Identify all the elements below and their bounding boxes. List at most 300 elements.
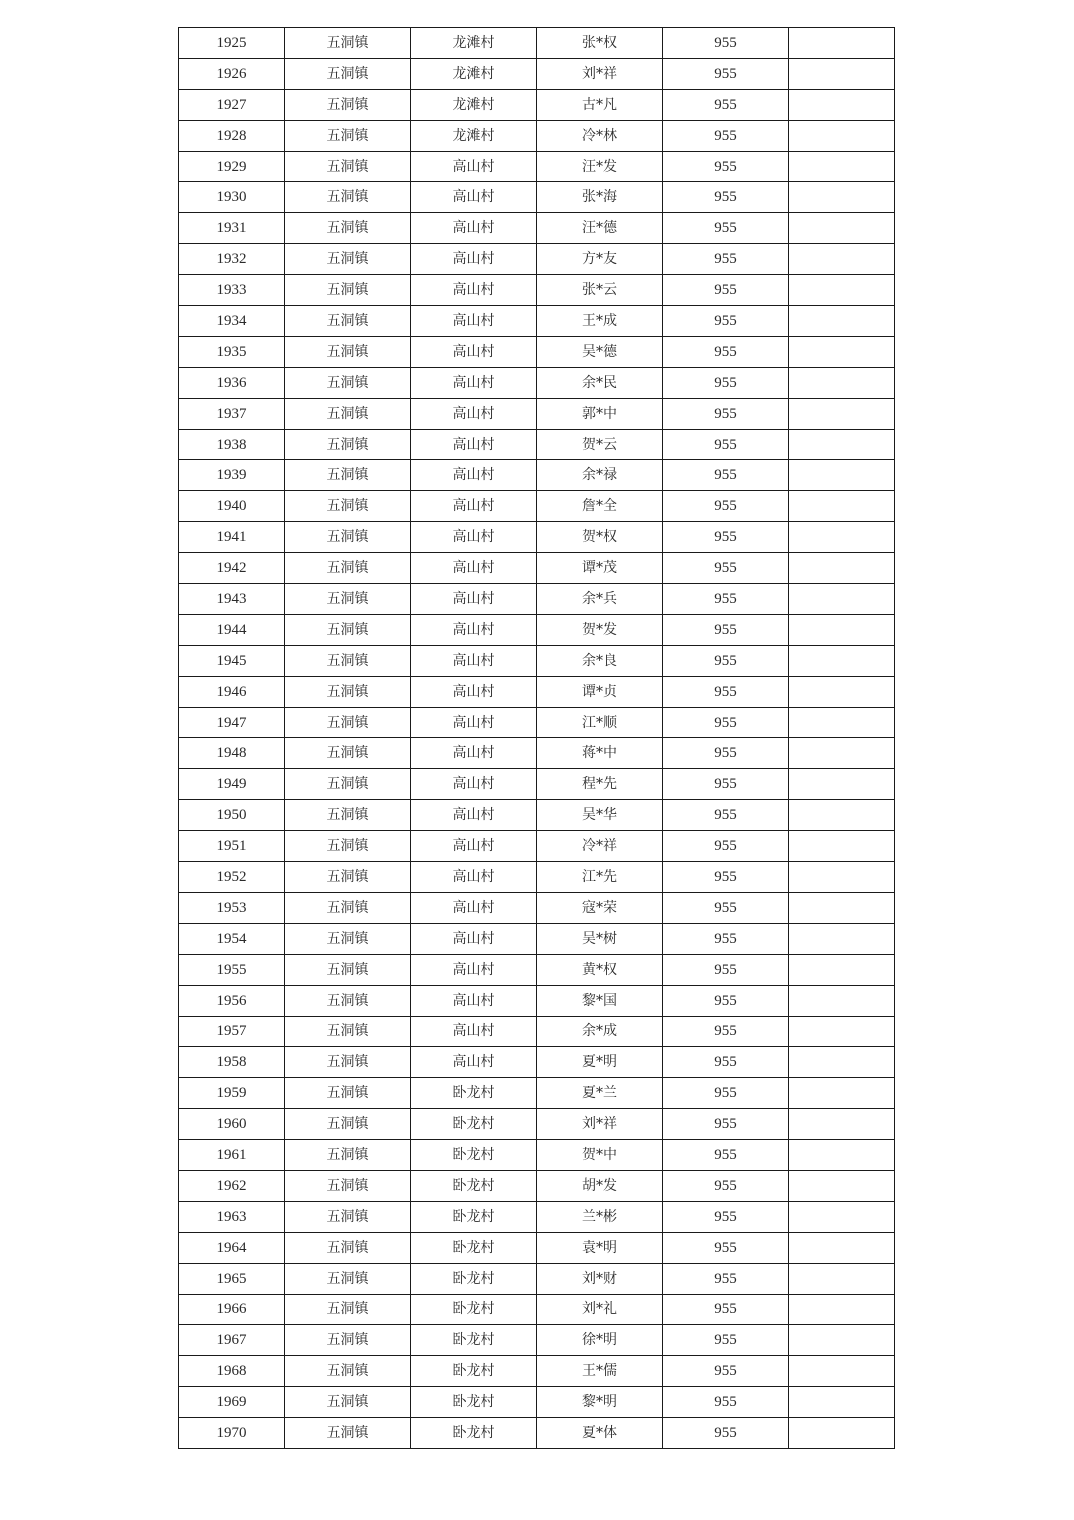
cell-serial-number: 1934 [179, 306, 285, 337]
cell-note [789, 213, 895, 244]
cell-amount: 955 [663, 584, 789, 615]
cell-amount: 955 [663, 491, 789, 522]
table-row [179, 831, 895, 862]
cell-village: 高山村 [411, 676, 537, 707]
cell-name: 冷*祥 [537, 831, 663, 862]
cell-note [789, 1016, 895, 1047]
cell-village: 高山村 [411, 800, 537, 831]
cell-amount: 955 [663, 460, 789, 491]
cell-note [789, 954, 895, 985]
cell-note [789, 985, 895, 1016]
cell-village: 高山村 [411, 831, 537, 862]
cell-village: 高山村 [411, 460, 537, 491]
cell-serial-number: 1936 [179, 367, 285, 398]
cell-amount: 955 [663, 522, 789, 553]
cell-note [789, 645, 895, 676]
table-row [179, 1294, 895, 1325]
cell-village: 高山村 [411, 954, 537, 985]
cell-village: 卧龙村 [411, 1387, 537, 1418]
cell-name: 汪*发 [537, 151, 663, 182]
cell-serial-number: 1970 [179, 1418, 285, 1449]
cell-amount: 955 [663, 1387, 789, 1418]
table-row [179, 800, 895, 831]
cell-amount: 955 [663, 1140, 789, 1171]
cell-amount: 955 [663, 1356, 789, 1387]
cell-name: 袁*明 [537, 1232, 663, 1263]
cell-serial-number: 1946 [179, 676, 285, 707]
cell-town: 五洞镇 [285, 1078, 411, 1109]
cell-town: 五洞镇 [285, 58, 411, 89]
cell-name: 冷*林 [537, 120, 663, 151]
table-row [179, 954, 895, 985]
cell-amount: 955 [663, 58, 789, 89]
cell-town: 五洞镇 [285, 676, 411, 707]
cell-note [789, 460, 895, 491]
cell-town: 五洞镇 [285, 1140, 411, 1171]
cell-town: 五洞镇 [285, 182, 411, 213]
table-row [179, 1016, 895, 1047]
table-row [179, 1047, 895, 1078]
table-row [179, 367, 895, 398]
cell-serial-number: 1957 [179, 1016, 285, 1047]
cell-town: 五洞镇 [285, 213, 411, 244]
cell-note [789, 738, 895, 769]
cell-serial-number: 1925 [179, 28, 285, 59]
cell-amount: 955 [663, 800, 789, 831]
cell-village: 高山村 [411, 985, 537, 1016]
cell-town: 五洞镇 [285, 398, 411, 429]
cell-town: 五洞镇 [285, 645, 411, 676]
cell-name: 郭*中 [537, 398, 663, 429]
table-row [179, 645, 895, 676]
cell-serial-number: 1969 [179, 1387, 285, 1418]
cell-town: 五洞镇 [285, 1325, 411, 1356]
cell-village: 高山村 [411, 429, 537, 460]
cell-name: 贺*中 [537, 1140, 663, 1171]
cell-serial-number: 1951 [179, 831, 285, 862]
cell-name: 贺*云 [537, 429, 663, 460]
cell-amount: 955 [663, 1418, 789, 1449]
cell-amount: 955 [663, 89, 789, 120]
cell-serial-number: 1939 [179, 460, 285, 491]
cell-name: 方*友 [537, 244, 663, 275]
table-row [179, 58, 895, 89]
cell-note [789, 614, 895, 645]
cell-serial-number: 1944 [179, 614, 285, 645]
cell-note [789, 1140, 895, 1171]
cell-note [789, 862, 895, 893]
cell-village: 高山村 [411, 213, 537, 244]
table-row [179, 28, 895, 59]
cell-name: 余*禄 [537, 460, 663, 491]
cell-note [789, 151, 895, 182]
cell-note [789, 1201, 895, 1232]
table-row [179, 862, 895, 893]
cell-village: 高山村 [411, 522, 537, 553]
cell-serial-number: 1940 [179, 491, 285, 522]
cell-town: 五洞镇 [285, 831, 411, 862]
cell-town: 五洞镇 [285, 1170, 411, 1201]
cell-name: 寇*荣 [537, 892, 663, 923]
cell-village: 卧龙村 [411, 1232, 537, 1263]
cell-amount: 955 [663, 1201, 789, 1232]
cell-village: 高山村 [411, 275, 537, 306]
cell-serial-number: 1954 [179, 923, 285, 954]
table-row [179, 1356, 895, 1387]
cell-village: 高山村 [411, 244, 537, 275]
cell-name: 黎*国 [537, 985, 663, 1016]
cell-village: 高山村 [411, 182, 537, 213]
cell-serial-number: 1941 [179, 522, 285, 553]
cell-note [789, 1047, 895, 1078]
cell-name: 刘*祥 [537, 1109, 663, 1140]
cell-town: 五洞镇 [285, 89, 411, 120]
cell-village: 卧龙村 [411, 1294, 537, 1325]
cell-note [789, 28, 895, 59]
cell-note [789, 429, 895, 460]
cell-name: 黄*权 [537, 954, 663, 985]
cell-amount: 955 [663, 676, 789, 707]
table-row [179, 1078, 895, 1109]
table-row [179, 738, 895, 769]
cell-amount: 955 [663, 275, 789, 306]
cell-town: 五洞镇 [285, 1294, 411, 1325]
cell-name: 黎*明 [537, 1387, 663, 1418]
cell-town: 五洞镇 [285, 892, 411, 923]
cell-serial-number: 1930 [179, 182, 285, 213]
cell-village: 卧龙村 [411, 1418, 537, 1449]
cell-amount: 955 [663, 367, 789, 398]
cell-note [789, 769, 895, 800]
cell-serial-number: 1945 [179, 645, 285, 676]
cell-town: 五洞镇 [285, 1047, 411, 1078]
cell-serial-number: 1960 [179, 1109, 285, 1140]
cell-name: 王*成 [537, 306, 663, 337]
table-row [179, 584, 895, 615]
cell-name: 余*成 [537, 1016, 663, 1047]
cell-note [789, 182, 895, 213]
cell-serial-number: 1963 [179, 1201, 285, 1232]
cell-amount: 955 [663, 892, 789, 923]
cell-note [789, 244, 895, 275]
cell-town: 五洞镇 [285, 120, 411, 151]
table-row [179, 1170, 895, 1201]
table-body [179, 28, 895, 1449]
cell-serial-number: 1926 [179, 58, 285, 89]
cell-serial-number: 1968 [179, 1356, 285, 1387]
cell-serial-number: 1935 [179, 336, 285, 367]
cell-serial-number: 1952 [179, 862, 285, 893]
cell-serial-number: 1938 [179, 429, 285, 460]
cell-village: 卧龙村 [411, 1109, 537, 1140]
table-row [179, 1109, 895, 1140]
cell-name: 蒋*中 [537, 738, 663, 769]
cell-village: 高山村 [411, 398, 537, 429]
table-row [179, 151, 895, 182]
table-row [179, 336, 895, 367]
cell-serial-number: 1942 [179, 553, 285, 584]
cell-note [789, 367, 895, 398]
cell-amount: 955 [663, 120, 789, 151]
table-row [179, 182, 895, 213]
cell-serial-number: 1932 [179, 244, 285, 275]
cell-village: 卧龙村 [411, 1356, 537, 1387]
cell-town: 五洞镇 [285, 954, 411, 985]
cell-name: 余*兵 [537, 584, 663, 615]
cell-note [789, 398, 895, 429]
cell-note [789, 1387, 895, 1418]
cell-town: 五洞镇 [285, 923, 411, 954]
cell-town: 五洞镇 [285, 1016, 411, 1047]
cell-town: 五洞镇 [285, 707, 411, 738]
cell-amount: 955 [663, 1016, 789, 1047]
cell-name: 谭*贞 [537, 676, 663, 707]
cell-note [789, 1325, 895, 1356]
cell-town: 五洞镇 [285, 584, 411, 615]
cell-village: 高山村 [411, 553, 537, 584]
cell-town: 五洞镇 [285, 553, 411, 584]
table-row [179, 1418, 895, 1449]
cell-note [789, 89, 895, 120]
cell-town: 五洞镇 [285, 800, 411, 831]
cell-amount: 955 [663, 614, 789, 645]
cell-serial-number: 1937 [179, 398, 285, 429]
cell-note [789, 120, 895, 151]
cell-name: 吴*华 [537, 800, 663, 831]
cell-note [789, 1263, 895, 1294]
cell-serial-number: 1962 [179, 1170, 285, 1201]
cell-note [789, 676, 895, 707]
cell-village: 高山村 [411, 769, 537, 800]
cell-amount: 955 [663, 553, 789, 584]
table-row [179, 213, 895, 244]
cell-village: 卧龙村 [411, 1078, 537, 1109]
cell-amount: 955 [663, 182, 789, 213]
cell-name: 贺*发 [537, 614, 663, 645]
cell-serial-number: 1933 [179, 275, 285, 306]
cell-amount: 955 [663, 862, 789, 893]
cell-name: 刘*财 [537, 1263, 663, 1294]
cell-serial-number: 1950 [179, 800, 285, 831]
cell-village: 卧龙村 [411, 1201, 537, 1232]
cell-village: 高山村 [411, 892, 537, 923]
cell-name: 谭*茂 [537, 553, 663, 584]
cell-serial-number: 1948 [179, 738, 285, 769]
cell-name: 余*良 [537, 645, 663, 676]
cell-serial-number: 1947 [179, 707, 285, 738]
cell-name: 夏*体 [537, 1418, 663, 1449]
table-row [179, 1201, 895, 1232]
cell-amount: 955 [663, 707, 789, 738]
cell-serial-number: 1966 [179, 1294, 285, 1325]
cell-serial-number: 1956 [179, 985, 285, 1016]
cell-town: 五洞镇 [285, 985, 411, 1016]
cell-amount: 955 [663, 738, 789, 769]
table-row [179, 614, 895, 645]
cell-amount: 955 [663, 1078, 789, 1109]
cell-name: 张*权 [537, 28, 663, 59]
cell-note [789, 1356, 895, 1387]
cell-village: 龙滩村 [411, 58, 537, 89]
cell-name: 吴*树 [537, 923, 663, 954]
table-row [179, 429, 895, 460]
cell-town: 五洞镇 [285, 738, 411, 769]
cell-town: 五洞镇 [285, 1418, 411, 1449]
cell-note [789, 831, 895, 862]
cell-town: 五洞镇 [285, 1232, 411, 1263]
cell-amount: 955 [663, 645, 789, 676]
cell-village: 高山村 [411, 306, 537, 337]
table-row [179, 553, 895, 584]
cell-serial-number: 1929 [179, 151, 285, 182]
table-row [179, 1325, 895, 1356]
cell-name: 徐*明 [537, 1325, 663, 1356]
cell-town: 五洞镇 [285, 862, 411, 893]
cell-town: 五洞镇 [285, 244, 411, 275]
cell-town: 五洞镇 [285, 1263, 411, 1294]
cell-village: 高山村 [411, 614, 537, 645]
cell-name: 刘*礼 [537, 1294, 663, 1325]
cell-town: 五洞镇 [285, 614, 411, 645]
cell-serial-number: 1965 [179, 1263, 285, 1294]
cell-amount: 955 [663, 1263, 789, 1294]
cell-village: 高山村 [411, 367, 537, 398]
cell-village: 高山村 [411, 1016, 537, 1047]
cell-name: 张*云 [537, 275, 663, 306]
cell-name: 吴*德 [537, 336, 663, 367]
cell-town: 五洞镇 [285, 1387, 411, 1418]
cell-village: 高山村 [411, 1047, 537, 1078]
cell-amount: 955 [663, 429, 789, 460]
cell-amount: 955 [663, 831, 789, 862]
cell-town: 五洞镇 [285, 1356, 411, 1387]
cell-amount: 955 [663, 398, 789, 429]
cell-village: 高山村 [411, 923, 537, 954]
cell-serial-number: 1959 [179, 1078, 285, 1109]
cell-amount: 955 [663, 1294, 789, 1325]
cell-village: 高山村 [411, 151, 537, 182]
table-row [179, 306, 895, 337]
cell-village: 高山村 [411, 336, 537, 367]
cell-amount: 955 [663, 985, 789, 1016]
table-row [179, 707, 895, 738]
cell-village: 卧龙村 [411, 1140, 537, 1171]
cell-village: 高山村 [411, 491, 537, 522]
cell-name: 江*顺 [537, 707, 663, 738]
table-row [179, 522, 895, 553]
cell-note [789, 1078, 895, 1109]
cell-amount: 955 [663, 769, 789, 800]
cell-village: 龙滩村 [411, 28, 537, 59]
cell-village: 卧龙村 [411, 1170, 537, 1201]
cell-name: 刘*祥 [537, 58, 663, 89]
cell-note [789, 336, 895, 367]
cell-name: 程*先 [537, 769, 663, 800]
cell-town: 五洞镇 [285, 460, 411, 491]
cell-serial-number: 1964 [179, 1232, 285, 1263]
cell-town: 五洞镇 [285, 151, 411, 182]
cell-amount: 955 [663, 336, 789, 367]
cell-village: 高山村 [411, 738, 537, 769]
cell-serial-number: 1928 [179, 120, 285, 151]
cell-serial-number: 1931 [179, 213, 285, 244]
table-row [179, 244, 895, 275]
cell-amount: 955 [663, 954, 789, 985]
cell-name: 胡*发 [537, 1170, 663, 1201]
cell-amount: 955 [663, 1325, 789, 1356]
cell-amount: 955 [663, 306, 789, 337]
table-row [179, 460, 895, 491]
cell-amount: 955 [663, 1232, 789, 1263]
cell-serial-number: 1949 [179, 769, 285, 800]
cell-name: 余*民 [537, 367, 663, 398]
table-row [179, 676, 895, 707]
cell-amount: 955 [663, 244, 789, 275]
cell-name: 詹*全 [537, 491, 663, 522]
cell-name: 张*海 [537, 182, 663, 213]
cell-town: 五洞镇 [285, 491, 411, 522]
cell-serial-number: 1958 [179, 1047, 285, 1078]
cell-serial-number: 1927 [179, 89, 285, 120]
subsidy-list-table [178, 27, 895, 1449]
cell-town: 五洞镇 [285, 522, 411, 553]
table-row [179, 491, 895, 522]
table-row [179, 923, 895, 954]
cell-serial-number: 1967 [179, 1325, 285, 1356]
cell-town: 五洞镇 [285, 1109, 411, 1140]
cell-amount: 955 [663, 28, 789, 59]
cell-note [789, 553, 895, 584]
table-row [179, 1232, 895, 1263]
cell-note [789, 800, 895, 831]
cell-note [789, 1232, 895, 1263]
cell-note [789, 1170, 895, 1201]
cell-village: 卧龙村 [411, 1263, 537, 1294]
table-row [179, 275, 895, 306]
cell-town: 五洞镇 [285, 336, 411, 367]
cell-town: 五洞镇 [285, 306, 411, 337]
cell-name: 古*凡 [537, 89, 663, 120]
cell-note [789, 584, 895, 615]
table-row [179, 1263, 895, 1294]
cell-village: 卧龙村 [411, 1325, 537, 1356]
cell-note [789, 707, 895, 738]
cell-amount: 955 [663, 151, 789, 182]
cell-serial-number: 1943 [179, 584, 285, 615]
cell-name: 贺*权 [537, 522, 663, 553]
cell-town: 五洞镇 [285, 275, 411, 306]
cell-note [789, 306, 895, 337]
cell-amount: 955 [663, 1170, 789, 1201]
cell-note [789, 522, 895, 553]
cell-amount: 955 [663, 923, 789, 954]
cell-town: 五洞镇 [285, 367, 411, 398]
cell-town: 五洞镇 [285, 28, 411, 59]
cell-village: 高山村 [411, 862, 537, 893]
cell-name: 江*先 [537, 862, 663, 893]
cell-town: 五洞镇 [285, 769, 411, 800]
cell-note [789, 1109, 895, 1140]
cell-amount: 955 [663, 213, 789, 244]
cell-village: 龙滩村 [411, 120, 537, 151]
table-row [179, 120, 895, 151]
table-row [179, 1140, 895, 1171]
cell-village: 高山村 [411, 584, 537, 615]
cell-village: 龙滩村 [411, 89, 537, 120]
table-row [179, 985, 895, 1016]
table-row [179, 398, 895, 429]
cell-name: 兰*彬 [537, 1201, 663, 1232]
